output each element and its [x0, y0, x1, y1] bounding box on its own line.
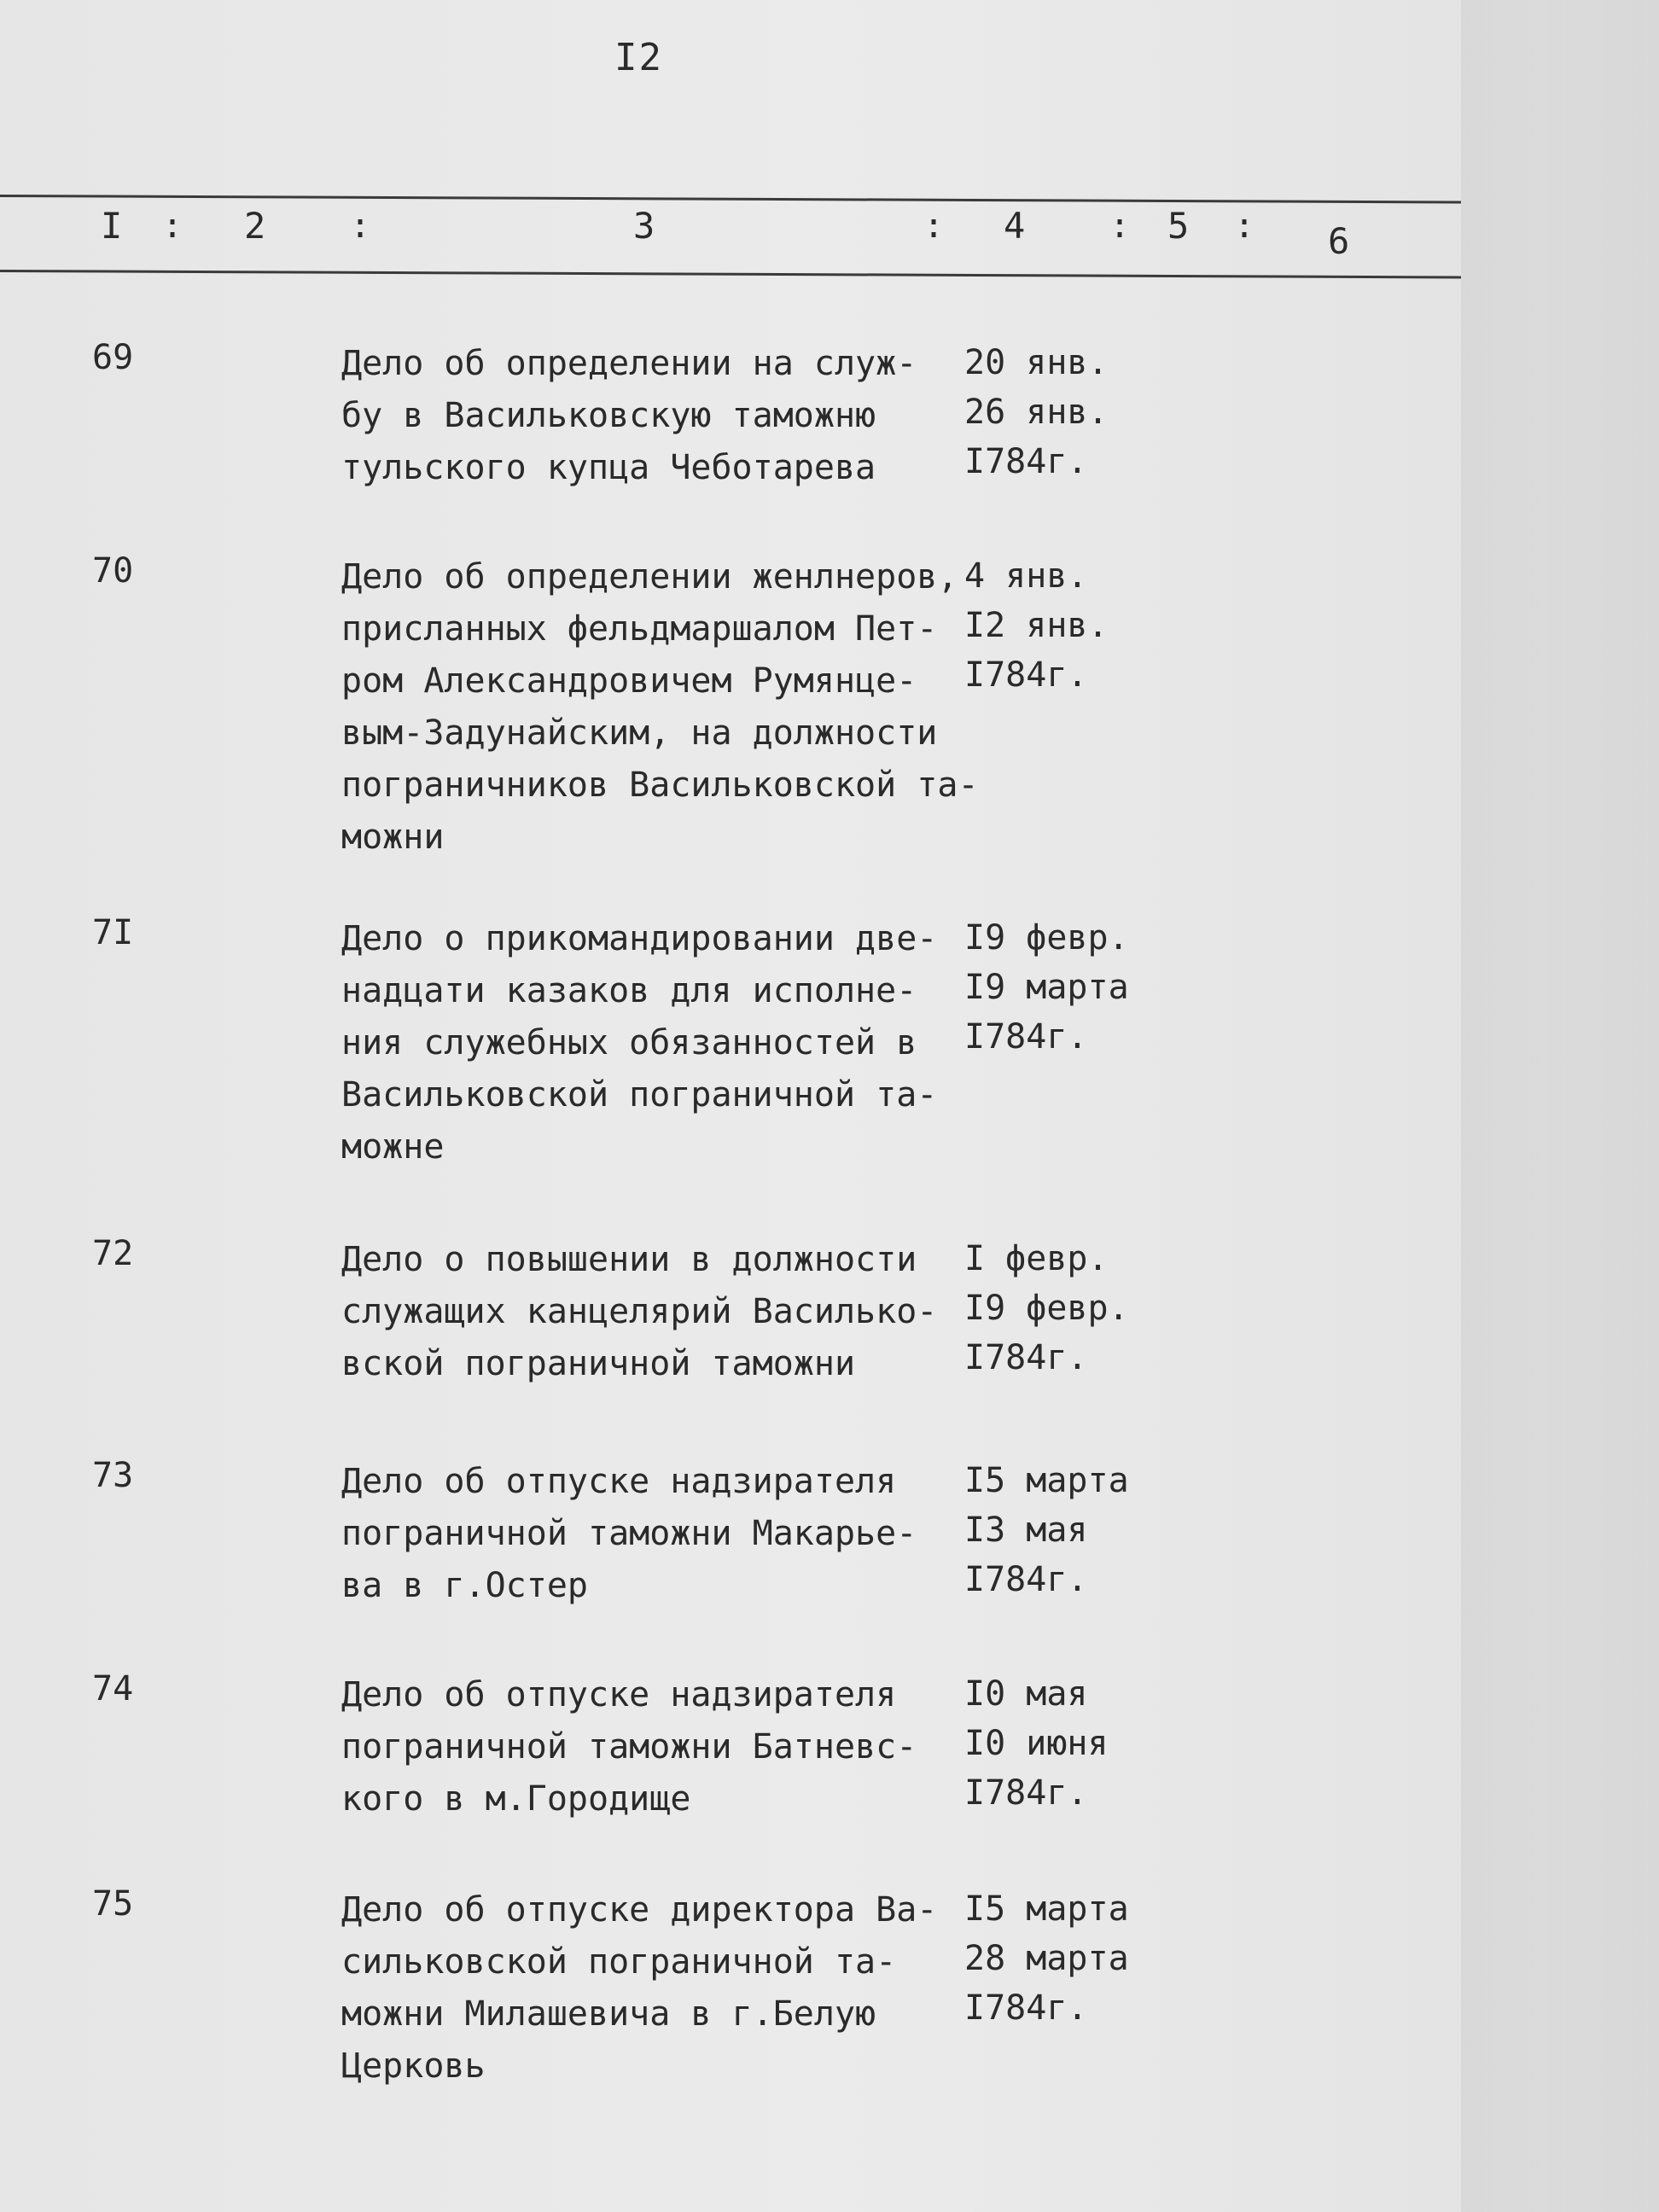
entry-title-line: служащих канцелярий Василько-	[341, 1292, 938, 1331]
entry-dates	[964, 551, 1109, 700]
entry-title-line: Дело об отпуске надзирателя	[341, 1462, 897, 1501]
entry-title-line: пограничной таможни Батневс-	[341, 1727, 917, 1767]
column-separator: :	[162, 207, 183, 246]
entry-date-end: 26 янв.	[964, 393, 1109, 432]
entry-title-line: можни	[341, 818, 445, 857]
entry-date-end: I9 февр.	[964, 1289, 1129, 1328]
column-header-1: I	[101, 205, 123, 247]
entry-number: 74	[92, 1669, 134, 1708]
page-number: I2	[614, 36, 663, 79]
entry-date-start: 4 янв.	[964, 556, 1088, 596]
entry-number: 75	[92, 1884, 134, 1924]
column-header-6: 6	[1328, 220, 1350, 262]
column-header-3: 3	[633, 205, 655, 247]
entry-year: I784г.	[964, 1560, 1088, 1599]
entry-title-line: Дело об определении на служ-	[341, 344, 917, 383]
entry-dates	[964, 1234, 1129, 1382]
entry-title-line: Дело о повышении в должности	[341, 1240, 917, 1279]
entry-title-line: ва в г.Остер	[341, 1566, 588, 1605]
page-edge-shadow	[1461, 0, 1659, 2212]
entry-date-end: I3 мая	[964, 1511, 1088, 1550]
entry-dates	[964, 338, 1109, 486]
entry-date-end: I0 июня	[964, 1724, 1109, 1763]
entry-year: I784г.	[964, 1773, 1088, 1813]
entry-dates	[964, 1669, 1109, 1818]
entry-title-line: ния служебных обязанностей в	[341, 1023, 917, 1062]
header-rule-top	[0, 195, 1461, 203]
entry-dates	[964, 1884, 1129, 2033]
column-header-2: 2	[244, 205, 266, 247]
entry-title-line: Церковь	[341, 2046, 486, 2086]
entry-title-line: можне	[341, 1127, 445, 1167]
entry-title-line: Дело о прикомандировании две-	[341, 919, 938, 958]
entry-date-end: I9 марта	[964, 968, 1129, 1007]
entry-title-line: Васильковской пограничной та-	[341, 1075, 938, 1115]
column-header-4: 4	[1004, 205, 1026, 247]
entry-title-line: Дело об отпуске директора Ва-	[341, 1890, 938, 1930]
entry-title-line: пограничной таможни Макарье-	[341, 1514, 917, 1553]
entry-title-line: ром Александровичем Румянце-	[341, 661, 917, 701]
entry-title	[341, 338, 990, 494]
column-separator: :	[923, 207, 945, 246]
column-separator: :	[1109, 207, 1131, 246]
column-header-5: 5	[1167, 205, 1190, 247]
entry-number: 7I	[92, 913, 134, 952]
column-separator: :	[1234, 207, 1255, 246]
entry-title-line: бу в Васильковскую таможню	[341, 396, 876, 435]
entry-title-line: Дело об отпуске надзирателя	[341, 1675, 897, 1714]
entry-title-line: присланных фельдмаршалом Пет-	[341, 609, 938, 649]
entry-year: I784г.	[964, 655, 1088, 695]
entry-date-start: I5 марта	[964, 1889, 1129, 1929]
entry-year: I784г.	[964, 442, 1088, 481]
entry-date-start: I февр.	[964, 1239, 1109, 1278]
entry-number: 72	[92, 1234, 134, 1273]
entry-number: 73	[92, 1456, 134, 1495]
entry-title-line: вым-Задунайским, на должности	[341, 713, 938, 753]
entry-date-end: 28 марта	[964, 1939, 1129, 1978]
entry-dates	[964, 1456, 1129, 1604]
entry-year: I784г.	[964, 1017, 1088, 1057]
entry-title-line: пограничников Васильковской та-	[341, 765, 979, 805]
entry-title	[341, 1669, 990, 1825]
entry-title-line: тульского купца Чеботарева	[341, 448, 876, 487]
entry-title-line: надцати казаков для исполне-	[341, 971, 917, 1010]
column-separator: :	[350, 207, 371, 246]
entry-title	[341, 1234, 990, 1390]
entry-title	[341, 913, 990, 1173]
entry-title-line: можни Милашевича в г.Белую	[341, 1994, 876, 2034]
entry-number: 70	[92, 551, 134, 591]
entry-date-start: I5 марта	[964, 1461, 1129, 1500]
entry-dates	[964, 913, 1129, 1062]
entry-title-line: вской пограничной таможни	[341, 1344, 856, 1383]
entry-date-start: I0 мая	[964, 1674, 1088, 1714]
entry-date-start: I9 февр.	[964, 918, 1129, 958]
entry-year: I784г.	[964, 1338, 1088, 1377]
header-rule-bottom	[0, 270, 1461, 278]
entry-year: I784г.	[964, 1988, 1088, 2028]
entry-date-start: 20 янв.	[964, 343, 1109, 382]
entry-title	[341, 551, 990, 864]
entry-date-end: I2 янв.	[964, 606, 1109, 645]
entry-number: 69	[92, 338, 134, 377]
entry-title-line: Дело об определении женлнеров,	[341, 557, 958, 597]
entry-title-line: кого в м.Городище	[341, 1779, 691, 1819]
entry-title	[341, 1456, 990, 1612]
entry-title-line: сильковской пограничной та-	[341, 1942, 897, 1982]
entry-title	[341, 1884, 990, 2093]
